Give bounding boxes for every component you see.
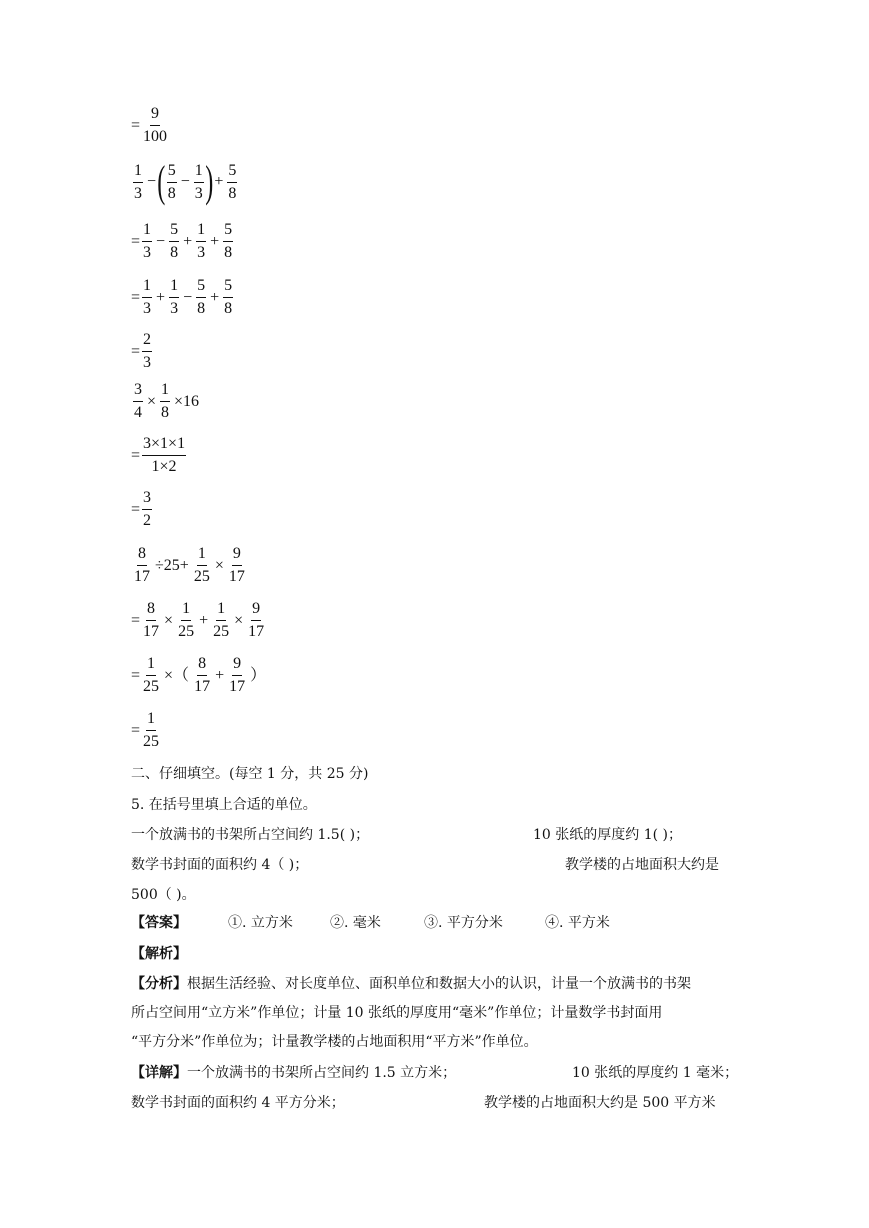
left-paren: ( — [157, 157, 166, 206]
math-line-9 — [131, 546, 248, 585]
fraction: $\frac{1}{25}$ — [178, 600, 195, 640]
fenxi-line-2: 所占空间用“立方米”作单位；计量 10 张纸的厚度用“毫米”作单位；计量数学书封面用 — [131, 1005, 663, 1021]
equals-sign: = — [131, 611, 141, 629]
fraction: $\frac{1}{3}$ — [197, 221, 206, 261]
fraction: $\frac{1}{3}$ — [134, 161, 142, 202]
fraction: $\frac{1}{25}$ — [143, 655, 160, 695]
operator: − — [156, 232, 166, 250]
operator: − — [183, 288, 193, 306]
operator: + — [210, 288, 220, 306]
fraction: $\frac{1}{3}$ — [143, 221, 152, 261]
math-line-4 — [131, 278, 235, 317]
math-line-8 — [131, 490, 154, 529]
operator: + — [215, 666, 225, 684]
fraction: $\frac{5}{8}$ — [224, 277, 233, 317]
equals-sign: = — [131, 288, 141, 306]
fraction: $\frac{3}{2}$ — [143, 489, 152, 529]
fenxi-line-1 — [131, 977, 691, 991]
section-heading: 二、仔细填空。(每空 1 分，共 25 分) — [131, 766, 369, 782]
xiangjie-line-2b: 教学楼的占地面积大约是 500 平方米 — [484, 1095, 716, 1111]
xiangjie-label: 【详解】 — [131, 1065, 187, 1081]
fenxi-line-3: “平方分米”作单位为；计量教学楼的占地面积用“平方米”作单位。 — [131, 1034, 538, 1050]
fraction: $\frac{3\times 1\times 1}{1\times 2}$ — [143, 435, 186, 475]
operator: ×（ — [164, 666, 190, 684]
fraction: $\frac{9}{17}$ — [229, 655, 246, 695]
fraction: $\frac{1}{25}$ — [213, 600, 230, 640]
operator: × — [147, 392, 157, 410]
math-line-6 — [131, 382, 201, 421]
math-line-11 — [131, 656, 268, 695]
fraction: $\frac{8}{17}$ — [134, 545, 150, 585]
question-line-2a: 数学书封面的面积约 4（ )； — [131, 857, 309, 873]
equals-sign: = — [131, 500, 141, 518]
math-line-3 — [131, 222, 235, 261]
answer-item-1: ①. 立方米 — [228, 915, 293, 931]
operator: − — [147, 173, 157, 190]
right-paren: ) — [205, 157, 214, 206]
xiangjie-line-1b: 10 张纸的厚度约 1 毫米； — [572, 1065, 739, 1081]
analysis-label: 【解析】 — [131, 946, 187, 962]
math-line-1 — [131, 106, 170, 145]
fraction: $\frac{1}{25}$ — [143, 710, 160, 750]
fraction: $\frac{8}{17}$ — [194, 655, 211, 695]
xiangjie-line-1 — [131, 1066, 456, 1080]
equals-sign: = — [131, 721, 141, 739]
equals-sign: = — [131, 232, 141, 250]
equals-sign: = — [131, 446, 141, 464]
question-line-1b: 10 张纸的厚度约 1( )； — [533, 827, 682, 843]
fraction: $\frac{5}{8}$ — [167, 161, 176, 202]
answer-label: 【答案】 — [131, 915, 187, 931]
fraction: $\frac{3}{4}$ — [134, 381, 142, 421]
operator: + — [156, 288, 166, 306]
operator: − — [180, 173, 190, 190]
answer-item-3: ③. 平方分米 — [424, 915, 503, 931]
operator: + — [183, 232, 193, 250]
operator: × — [164, 611, 174, 629]
operator: ×16 — [174, 392, 200, 410]
operator: × — [234, 611, 244, 629]
equals-sign: = — [131, 342, 141, 360]
math-line-12 — [131, 711, 162, 750]
equals-sign: = — [131, 666, 141, 684]
fraction: $\frac{9}{17}$ — [228, 545, 245, 585]
answer-item-4: ④. 平方米 — [545, 915, 610, 931]
operator: × — [214, 556, 224, 574]
equals-sign: = — [131, 116, 141, 134]
math-line-7 — [131, 436, 188, 475]
fraction: $\frac{2}{3}$ — [143, 331, 152, 371]
fenxi-text-1: 根据生活经验、对长度单位、面积单位和数据大小的认识，计量一个放满书的书架 — [187, 976, 691, 992]
operator: + — [199, 611, 209, 629]
math-line-10 — [131, 601, 267, 640]
question-line-1a: 一个放满书的书架所占空间约 1.5( )； — [131, 827, 370, 843]
fraction: $\frac{1}{8}$ — [161, 381, 170, 421]
fraction: $\frac{1}{3}$ — [194, 161, 203, 202]
fraction: $\frac{1}{25}$ — [193, 545, 210, 585]
operator: ） — [250, 666, 267, 684]
fenxi-label: 【分析】 — [131, 976, 187, 992]
fraction: $\frac{5}{8}$ — [170, 221, 179, 261]
fraction: $\frac{8}{17}$ — [143, 600, 160, 640]
xiangjie-line-2a: 数学书封面的面积约 4 平方分米； — [131, 1095, 345, 1111]
xiangjie-text-1: 一个放满书的书架所占空间约 1.5 立方米； — [187, 1065, 457, 1081]
fraction: $\frac{5}{8}$ — [228, 161, 237, 202]
math-line-2 — [131, 157, 239, 206]
math-line-5 — [131, 332, 154, 371]
operator: ÷25+ — [155, 556, 189, 574]
question-title: 5. 在括号里填上合适的单位。 — [131, 797, 317, 813]
fraction: $\frac{5}{8}$ — [224, 221, 233, 261]
fraction: $\frac{9}{17}$ — [248, 600, 265, 640]
operator: + — [210, 232, 220, 250]
operator: + — [214, 173, 224, 190]
fraction: $\frac{1}{3}$ — [143, 277, 152, 317]
fraction: $\frac{9}{100}$ — [143, 105, 168, 145]
answer-item-2: ②. 毫米 — [330, 915, 381, 931]
question-line-2b: 教学楼的占地面积大约是 — [565, 857, 719, 873]
question-line-3: 500（ )。 — [131, 887, 196, 903]
fraction: $\frac{1}{3}$ — [170, 277, 179, 317]
fraction: $\frac{5}{8}$ — [197, 277, 206, 317]
